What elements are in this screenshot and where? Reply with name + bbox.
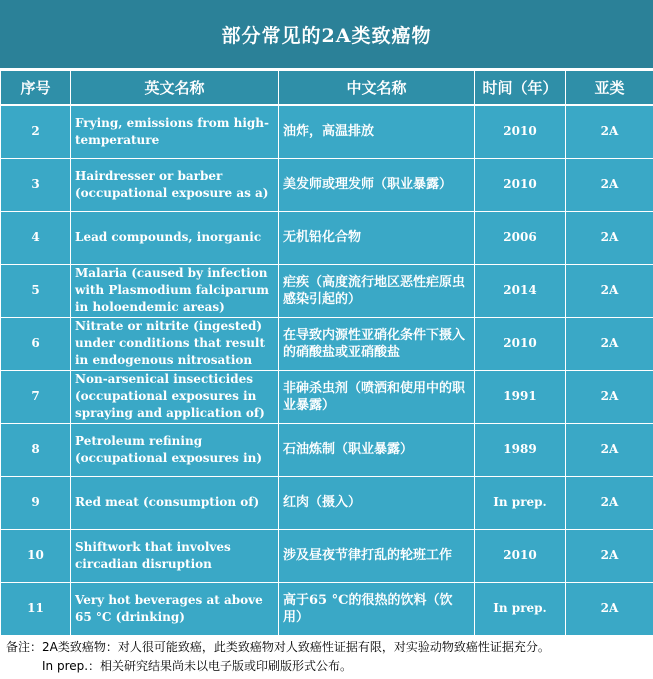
row-number: 8	[1, 423, 71, 476]
row-english-name: Non-arsenical insecticides (occupational exposures in spraying and application of)	[71, 370, 279, 423]
table-row	[1, 158, 653, 211]
row-chinese-name: 疟疾（高度流行地区恶性疟原虫感染引起的）	[279, 264, 475, 317]
row-subclass: 2A	[566, 476, 653, 529]
table-row	[1, 476, 653, 529]
header-english-name: 英文名称	[71, 71, 279, 106]
row-year: In prep.	[475, 476, 566, 529]
row-year: 2010	[475, 529, 566, 582]
row-subclass: 2A	[566, 211, 653, 264]
row-number: 9	[1, 476, 71, 529]
row-subclass: 2A	[566, 317, 653, 370]
row-subclass: 2A	[566, 423, 653, 476]
row-chinese-name: 涉及昼夜节律打乱的轮班工作	[279, 529, 475, 582]
row-chinese-name: 非砷杀虫剂（喷洒和使用中的职业暴露）	[279, 370, 475, 423]
row-year: In prep.	[475, 582, 566, 635]
row-english-name: Red meat (consumption of)	[71, 476, 279, 529]
footnotes	[6, 638, 651, 676]
note-in-prep: In prep.：相关研究结果尚未以电子版或印刷版形式公布。	[42, 659, 353, 673]
page-title: 部分常见的2A类致癌物	[0, 0, 653, 68]
row-number: 5	[1, 264, 71, 317]
table-row	[1, 264, 653, 317]
header-year: 时间（年）	[475, 71, 566, 106]
table-header-row	[1, 71, 653, 106]
row-subclass: 2A	[566, 264, 653, 317]
row-chinese-name: 高于65 °C的很热的饮料（饮用）	[279, 582, 475, 635]
table-row	[1, 105, 653, 158]
row-subclass: 2A	[566, 529, 653, 582]
header-subclass: 亚类	[566, 71, 653, 106]
row-number: 10	[1, 529, 71, 582]
row-subclass: 2A	[566, 582, 653, 635]
table-row	[1, 423, 653, 476]
row-year: 2006	[475, 211, 566, 264]
row-subclass: 2A	[566, 158, 653, 211]
row-english-name: Lead compounds, inorganic	[71, 211, 279, 264]
row-number: 11	[1, 582, 71, 635]
row-number: 3	[1, 158, 71, 211]
row-chinese-name: 在导致内源性亚硝化条件下摄入的硝酸盐或亚硝酸盐	[279, 317, 475, 370]
row-english-name: Petroleum refining (occupational exposures in)	[71, 423, 279, 476]
row-english-name: Very hot beverages at above 65 °C (drinking)	[71, 582, 279, 635]
row-number: 2	[1, 105, 71, 158]
row-year: 2010	[475, 105, 566, 158]
row-chinese-name: 无机铅化合物	[279, 211, 475, 264]
row-chinese-name: 美发师或理发师（职业暴露）	[279, 158, 475, 211]
row-english-name: Hairdresser or barber (occupational exposure as a)	[71, 158, 279, 211]
table-row	[1, 582, 653, 635]
row-year: 1991	[475, 370, 566, 423]
row-chinese-name: 红肉（摄入）	[279, 476, 475, 529]
row-number: 4	[1, 211, 71, 264]
table-row	[1, 317, 653, 370]
row-year: 2010	[475, 158, 566, 211]
row-english-name: Malaria (caused by infection with Plasmodium falciparum in holoendemic areas)	[71, 264, 279, 317]
table-row	[1, 529, 653, 582]
header-number: 序号	[1, 71, 71, 106]
table-row	[1, 370, 653, 423]
header-chinese-name: 中文名称	[279, 71, 475, 106]
note-definition: 备注：2A类致癌物：对人很可能致癌，此类致癌物对人致癌性证据有限，对实验动物致癌性证据充分。	[6, 640, 550, 654]
row-number: 7	[1, 370, 71, 423]
row-year: 2010	[475, 317, 566, 370]
row-year: 1989	[475, 423, 566, 476]
carcinogen-table	[0, 70, 653, 636]
row-number: 6	[1, 317, 71, 370]
table-row	[1, 211, 653, 264]
row-chinese-name: 油炸，高温排放	[279, 105, 475, 158]
row-subclass: 2A	[566, 105, 653, 158]
row-year: 2014	[475, 264, 566, 317]
row-english-name: Shiftwork that involves circadian disruption	[71, 529, 279, 582]
row-subclass: 2A	[566, 370, 653, 423]
row-english-name: Frying, emissions from high-temperature	[71, 105, 279, 158]
row-chinese-name: 石油炼制（职业暴露）	[279, 423, 475, 476]
row-english-name: Nitrate or nitrite (ingested) under conditions that result in endogenous nitrosation	[71, 317, 279, 370]
